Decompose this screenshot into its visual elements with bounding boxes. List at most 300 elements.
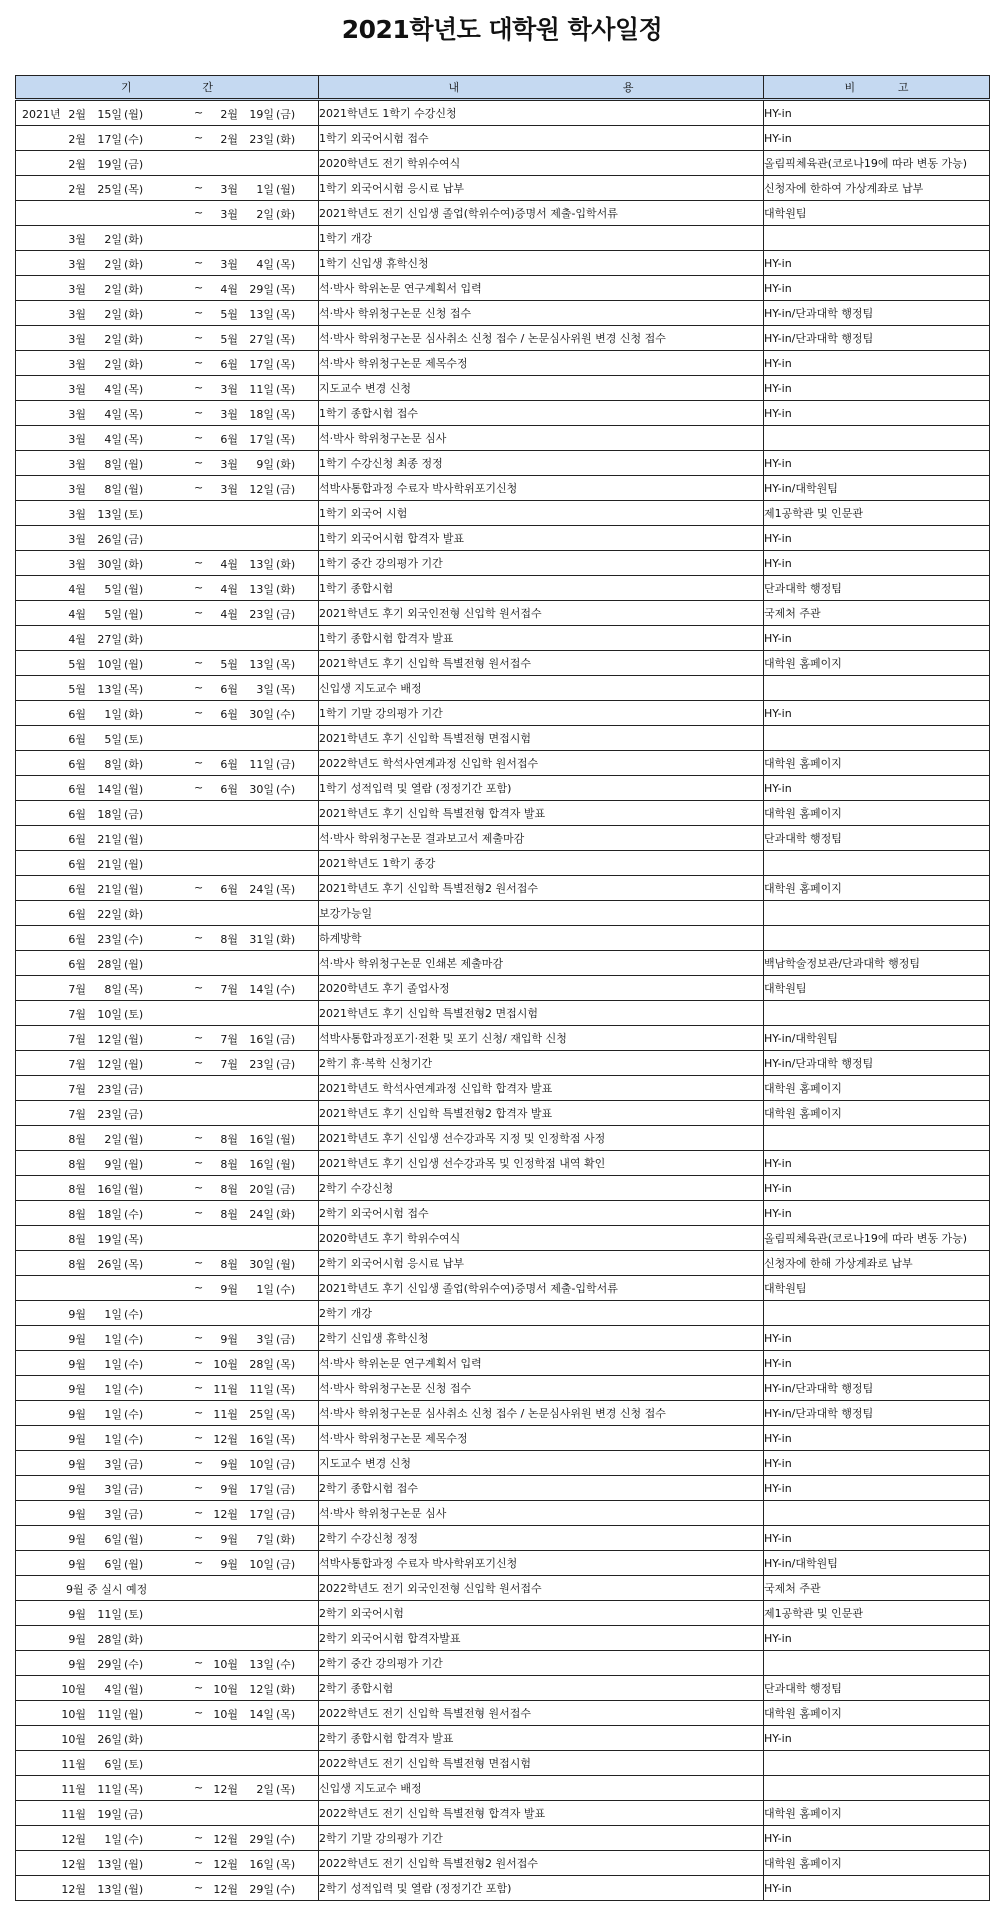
period-cell bbox=[16, 701, 319, 726]
start-day: 13일 bbox=[97, 508, 122, 521]
period-cell bbox=[16, 1076, 319, 1101]
period-cell bbox=[16, 551, 319, 576]
end-month: 3월 bbox=[220, 458, 238, 471]
start-day: 2일 bbox=[104, 308, 122, 321]
note-cell: HY-in bbox=[764, 1326, 990, 1351]
end-weekday: (금) bbox=[276, 1458, 296, 1471]
end-weekday: (목) bbox=[276, 258, 296, 271]
start-day: 13일 bbox=[97, 1858, 122, 1871]
start-day: 17일 bbox=[97, 133, 122, 146]
start-day: 8일 bbox=[104, 458, 122, 471]
content-cell: 석·박사 학위청구논문 심사취소 신청 접수 / 논문심사위원 변경 신청 접수 bbox=[319, 326, 764, 351]
period-cell bbox=[16, 1826, 319, 1851]
end-weekday: (금) bbox=[276, 1033, 296, 1046]
period-cell bbox=[16, 801, 319, 826]
start-day: 3일 bbox=[104, 1483, 122, 1496]
content-cell: 1학기 종합시험 bbox=[319, 576, 764, 601]
note-cell bbox=[764, 1776, 990, 1801]
note-cell: 대학원 홈페이지 bbox=[764, 751, 990, 776]
end-month: 7월 bbox=[220, 1058, 238, 1071]
start-month: 2월 bbox=[68, 108, 86, 121]
start-month: 9월 bbox=[68, 1408, 86, 1421]
end-day: 1일 bbox=[256, 183, 274, 196]
start-month: 6월 bbox=[68, 958, 86, 971]
start-month: 11월 bbox=[61, 1808, 86, 1821]
table-row bbox=[16, 751, 990, 776]
period-cell bbox=[16, 1551, 319, 1576]
end-day: 23일 bbox=[249, 1058, 274, 1071]
note-cell: HY-in bbox=[764, 126, 990, 151]
end-month: 12월 bbox=[213, 1833, 238, 1846]
table-row bbox=[16, 1376, 990, 1401]
note-cell: HY-in bbox=[764, 1151, 990, 1176]
end-weekday: (화) bbox=[276, 133, 296, 146]
start-month: 11월 bbox=[61, 1783, 86, 1796]
table-row bbox=[16, 1151, 990, 1176]
start-weekday: (수) bbox=[124, 1208, 144, 1221]
range-tilde: ~ bbox=[194, 931, 204, 944]
end-month: 6월 bbox=[220, 683, 238, 696]
start-day: 30일 bbox=[97, 558, 122, 571]
table-row bbox=[16, 701, 990, 726]
start-day: 19일 bbox=[97, 158, 122, 171]
table-row bbox=[16, 651, 990, 676]
period-cell bbox=[16, 351, 319, 376]
content-cell: 석·박사 학위청구논문 신청 접수 bbox=[319, 1376, 764, 1401]
start-weekday: (금) bbox=[124, 533, 144, 546]
start-month: 3월 bbox=[68, 258, 86, 271]
end-month: 3월 bbox=[220, 383, 238, 396]
start-weekday: (목) bbox=[124, 433, 144, 446]
period-cell bbox=[16, 676, 319, 701]
table-row bbox=[16, 1276, 990, 1301]
start-month: 12월 bbox=[61, 1883, 86, 1896]
end-day: 7일 bbox=[256, 1533, 274, 1546]
start-day: 29일 bbox=[97, 1658, 122, 1671]
end-weekday: (화) bbox=[276, 933, 296, 946]
start-day: 2일 bbox=[104, 233, 122, 246]
start-month: 3월 bbox=[68, 408, 86, 421]
start-day: 19일 bbox=[97, 1808, 122, 1821]
range-tilde: ~ bbox=[194, 881, 204, 894]
start-day: 11일 bbox=[97, 1783, 122, 1796]
start-weekday: (월) bbox=[124, 1858, 144, 1871]
start-day: 27일 bbox=[97, 633, 122, 646]
note-cell: 신청자에 한하여 가상계좌로 납부 bbox=[764, 176, 990, 201]
table-row bbox=[16, 1826, 990, 1851]
table-row bbox=[16, 1451, 990, 1476]
start-weekday: (목) bbox=[124, 683, 144, 696]
end-month: 7월 bbox=[220, 1033, 238, 1046]
end-weekday: (목) bbox=[276, 283, 296, 296]
note-cell: 제1공학관 및 인문관 bbox=[764, 501, 990, 526]
end-month: 6월 bbox=[220, 758, 238, 771]
content-cell: 2학기 종합시험 접수 bbox=[319, 1476, 764, 1501]
note-cell: HY-in bbox=[764, 351, 990, 376]
period-cell bbox=[16, 826, 319, 851]
table-row bbox=[16, 126, 990, 151]
content-cell: 2학기 외국어시험 응시료 납부 bbox=[319, 1251, 764, 1276]
start-weekday: (금) bbox=[124, 1508, 144, 1521]
start-day: 22일 bbox=[97, 908, 122, 921]
period-cell bbox=[16, 1101, 319, 1126]
end-day: 20일 bbox=[249, 1183, 274, 1196]
start-month: 9월 bbox=[68, 1358, 86, 1371]
end-month: 2월 bbox=[220, 133, 238, 146]
note-cell: 제1공학관 및 인문관 bbox=[764, 1601, 990, 1626]
start-weekday: (목) bbox=[124, 383, 144, 396]
end-day: 4일 bbox=[256, 258, 274, 271]
end-day: 16일 bbox=[249, 1858, 274, 1871]
note-cell bbox=[764, 1651, 990, 1676]
start-month: 11월 bbox=[61, 1758, 86, 1771]
note-cell: 대학원 홈페이지 bbox=[764, 876, 990, 901]
period-cell bbox=[16, 1001, 319, 1026]
start-weekday: (월) bbox=[124, 1133, 144, 1146]
end-weekday: (금) bbox=[276, 1483, 296, 1496]
table-row bbox=[16, 1201, 990, 1226]
content-cell: 석·박사 학위청구논문 결과보고서 제출마감 bbox=[319, 826, 764, 851]
start-month: 9월 bbox=[68, 1658, 86, 1671]
start-month: 3월 bbox=[68, 483, 86, 496]
table-row bbox=[16, 226, 990, 251]
content-cell: 2021학년도 후기 외국인전형 신입학 원서접수 bbox=[319, 601, 764, 626]
period-cell bbox=[16, 1701, 319, 1726]
start-day: 21일 bbox=[97, 833, 122, 846]
start-month: 8월 bbox=[68, 1158, 86, 1171]
start-weekday: (금) bbox=[124, 1108, 144, 1121]
end-day: 17일 bbox=[249, 358, 274, 371]
range-tilde: ~ bbox=[194, 1156, 204, 1169]
period-cell bbox=[16, 1451, 319, 1476]
note-cell: 단과대학 행정팀 bbox=[764, 576, 990, 601]
start-weekday: (월) bbox=[124, 1033, 144, 1046]
start-month: 10월 bbox=[61, 1733, 86, 1746]
end-weekday: (화) bbox=[276, 458, 296, 471]
header-note-char-2: 고 bbox=[897, 81, 909, 94]
content-cell: 2학기 기말 강의평가 기간 bbox=[319, 1826, 764, 1851]
period-cell bbox=[16, 1726, 319, 1751]
table-row bbox=[16, 851, 990, 876]
end-day: 28일 bbox=[249, 1358, 274, 1371]
note-cell: 대학원 홈페이지 bbox=[764, 801, 990, 826]
period-cell bbox=[16, 1601, 319, 1626]
end-month: 9월 bbox=[220, 1483, 238, 1496]
start-month: 12월 bbox=[61, 1858, 86, 1871]
start-weekday: (월) bbox=[124, 1183, 144, 1196]
end-month: 12월 bbox=[213, 1433, 238, 1446]
range-tilde: ~ bbox=[194, 1031, 204, 1044]
start-weekday: (월) bbox=[124, 858, 144, 871]
period-cell bbox=[16, 276, 319, 301]
table-row bbox=[16, 251, 990, 276]
period-cell bbox=[16, 526, 319, 551]
end-month: 6월 bbox=[220, 883, 238, 896]
content-cell: 2021학년도 후기 신입학 특별전형2 원서접수 bbox=[319, 876, 764, 901]
content-cell: 2021학년도 전기 신입생 졸업(학위수여)증명서 제출-입학서류 bbox=[319, 201, 764, 226]
range-tilde: ~ bbox=[194, 1356, 204, 1369]
end-day: 14일 bbox=[249, 983, 274, 996]
period-cell bbox=[16, 901, 319, 926]
period-cell bbox=[16, 1776, 319, 1801]
end-day: 31일 bbox=[249, 933, 274, 946]
start-day: 4일 bbox=[104, 408, 122, 421]
start-day: 1일 bbox=[104, 1383, 122, 1396]
end-day: 19일 bbox=[249, 108, 274, 121]
start-day: 16일 bbox=[97, 1183, 122, 1196]
range-tilde: ~ bbox=[194, 1456, 204, 1469]
end-weekday: (목) bbox=[276, 1858, 296, 1871]
header-content-char-2: 용 bbox=[622, 81, 634, 94]
note-cell: 대학원 홈페이지 bbox=[764, 651, 990, 676]
start-month: 9월 bbox=[68, 1483, 86, 1496]
start-day: 6일 bbox=[104, 1533, 122, 1546]
header-period-char-2: 간 bbox=[202, 81, 213, 94]
period-cell bbox=[16, 1151, 319, 1176]
table-row bbox=[16, 776, 990, 801]
note-cell: HY-in/단과대학 행정팀 bbox=[764, 1376, 990, 1401]
period-year: 2021년 bbox=[22, 108, 61, 121]
range-tilde: ~ bbox=[194, 1406, 204, 1419]
content-cell: 2022학년도 학석사연계과정 신입학 원서접수 bbox=[319, 751, 764, 776]
end-day: 24일 bbox=[249, 883, 274, 896]
start-weekday: (월) bbox=[124, 958, 144, 971]
note-cell: HY-in bbox=[764, 100, 990, 126]
content-cell: 1학기 기말 강의평가 기간 bbox=[319, 701, 764, 726]
start-day: 26일 bbox=[97, 533, 122, 546]
end-month: 7월 bbox=[220, 983, 238, 996]
period-cell bbox=[16, 1176, 319, 1201]
start-weekday: (수) bbox=[124, 933, 144, 946]
header-content-char-1: 내 bbox=[448, 81, 460, 94]
note-cell: HY-in bbox=[764, 1526, 990, 1551]
end-day: 17일 bbox=[249, 1508, 274, 1521]
content-cell: 2학기 중간 강의평가 기간 bbox=[319, 1651, 764, 1676]
table-row bbox=[16, 976, 990, 1001]
content-cell: 석박사통합과정포기·전환 및 포기 신청/ 재입학 신청 bbox=[319, 1026, 764, 1051]
start-weekday: (목) bbox=[124, 1783, 144, 1796]
period-cell bbox=[16, 1401, 319, 1426]
start-weekday: (목) bbox=[124, 983, 144, 996]
end-day: 11일 bbox=[249, 1383, 274, 1396]
range-tilde: ~ bbox=[194, 1831, 204, 1844]
header-note-char-1: 비 bbox=[844, 81, 856, 94]
range-tilde: ~ bbox=[194, 1881, 204, 1894]
start-day: 3일 bbox=[104, 1458, 122, 1471]
end-weekday: (목) bbox=[276, 658, 296, 671]
start-month: 7월 bbox=[68, 983, 86, 996]
start-month: 3월 bbox=[68, 458, 86, 471]
start-weekday: (수) bbox=[124, 1333, 144, 1346]
end-weekday: (수) bbox=[276, 1658, 296, 1671]
end-weekday: (금) bbox=[276, 608, 296, 621]
content-cell: 신입생 지도교수 배정 bbox=[319, 676, 764, 701]
end-weekday: (금) bbox=[276, 758, 296, 771]
note-cell: HY-in/대학원팀 bbox=[764, 1026, 990, 1051]
end-weekday: (수) bbox=[276, 1283, 296, 1296]
end-month: 3월 bbox=[220, 208, 238, 221]
range-tilde: ~ bbox=[194, 706, 204, 719]
period-cell bbox=[16, 1376, 319, 1401]
content-cell: 2021학년도 1학기 수강신청 bbox=[319, 100, 764, 126]
content-cell: 석·박사 학위논문 연구계획서 입력 bbox=[319, 276, 764, 301]
content-cell: 2022학년도 전기 신입학 특별전형2 원서접수 bbox=[319, 1851, 764, 1876]
table-row bbox=[16, 1576, 990, 1601]
start-day: 4일 bbox=[104, 433, 122, 446]
note-cell bbox=[764, 1501, 990, 1526]
content-cell: 2021학년도 후기 신입생 선수강과목 지정 및 인정학점 사정 bbox=[319, 1126, 764, 1151]
note-cell bbox=[764, 676, 990, 701]
table-row bbox=[16, 1501, 990, 1526]
range-tilde: ~ bbox=[194, 1531, 204, 1544]
start-month: 7월 bbox=[68, 1033, 86, 1046]
note-cell bbox=[764, 726, 990, 751]
start-weekday: (월) bbox=[124, 483, 144, 496]
start-day: 28일 bbox=[97, 958, 122, 971]
range-tilde: ~ bbox=[194, 206, 204, 219]
start-month: 6월 bbox=[68, 883, 86, 896]
start-month: 9월 bbox=[68, 1333, 86, 1346]
table-row bbox=[16, 476, 990, 501]
start-weekday: (목) bbox=[124, 1233, 144, 1246]
start-month: 9월 bbox=[68, 1433, 86, 1446]
note-cell: HY-in bbox=[764, 776, 990, 801]
end-weekday: (금) bbox=[276, 1558, 296, 1571]
table-row bbox=[16, 926, 990, 951]
start-month: 2월 bbox=[68, 183, 86, 196]
content-cell: 1학기 신입생 휴학신청 bbox=[319, 251, 764, 276]
range-tilde: ~ bbox=[194, 331, 204, 344]
note-cell: 신청자에 한해 가상계좌로 납부 bbox=[764, 1251, 990, 1276]
range-tilde: ~ bbox=[194, 356, 204, 369]
range-tilde: ~ bbox=[194, 1256, 204, 1269]
end-day: 2일 bbox=[256, 208, 274, 221]
note-cell: HY-in bbox=[764, 1876, 990, 1901]
end-weekday: (금) bbox=[276, 1058, 296, 1071]
table-row bbox=[16, 1351, 990, 1376]
content-cell: 2학기 종합시험 합격자 발표 bbox=[319, 1726, 764, 1751]
note-cell: HY-in bbox=[764, 1351, 990, 1376]
table-row bbox=[16, 1301, 990, 1326]
end-weekday: (금) bbox=[276, 108, 296, 121]
end-weekday: (월) bbox=[276, 1258, 296, 1271]
table-row bbox=[16, 201, 990, 226]
period-cell bbox=[16, 926, 319, 951]
start-weekday: (수) bbox=[124, 133, 144, 146]
start-month: 8월 bbox=[68, 1208, 86, 1221]
start-day: 18일 bbox=[97, 1208, 122, 1221]
start-month: 3월 bbox=[68, 433, 86, 446]
content-cell: 2학기 휴·복학 신청기간 bbox=[319, 1051, 764, 1076]
note-cell: HY-in bbox=[764, 551, 990, 576]
content-cell: 석·박사 학위청구논문 제목수정 bbox=[319, 351, 764, 376]
content-cell: 2021학년도 후기 신입생 졸업(학위수여)증명서 제출-입학서류 bbox=[319, 1276, 764, 1301]
note-cell: HY-in bbox=[764, 1476, 990, 1501]
end-month: 3월 bbox=[220, 258, 238, 271]
end-weekday: (수) bbox=[276, 1833, 296, 1846]
table-row bbox=[16, 601, 990, 626]
end-weekday: (수) bbox=[276, 1883, 296, 1896]
start-weekday: (토) bbox=[124, 508, 144, 521]
range-tilde: ~ bbox=[194, 406, 204, 419]
period-cell bbox=[16, 326, 319, 351]
start-day: 9일 bbox=[104, 1158, 122, 1171]
end-month: 8월 bbox=[220, 933, 238, 946]
start-day: 6일 bbox=[104, 1758, 122, 1771]
start-month: 2월 bbox=[68, 158, 86, 171]
end-weekday: (화) bbox=[276, 1208, 296, 1221]
note-cell bbox=[764, 426, 990, 451]
note-cell: HY-in bbox=[764, 1826, 990, 1851]
start-day: 28일 bbox=[97, 1633, 122, 1646]
end-month: 3월 bbox=[220, 408, 238, 421]
start-weekday: (수) bbox=[124, 1358, 144, 1371]
note-cell: HY-in/단과대학 행정팀 bbox=[764, 301, 990, 326]
page-title: 2021학년도 대학원 학사일정 bbox=[341, 15, 663, 44]
range-tilde: ~ bbox=[194, 756, 204, 769]
end-month: 5월 bbox=[220, 333, 238, 346]
period-cell bbox=[16, 1876, 319, 1901]
range-tilde: ~ bbox=[194, 781, 204, 794]
start-day: 26일 bbox=[97, 1258, 122, 1271]
end-month: 12월 bbox=[213, 1508, 238, 1521]
period-cell bbox=[16, 1501, 319, 1526]
range-tilde: ~ bbox=[194, 1706, 204, 1719]
start-month: 9월 bbox=[68, 1558, 86, 1571]
end-day: 13일 bbox=[249, 1658, 274, 1671]
note-cell bbox=[764, 851, 990, 876]
note-cell: HY-in bbox=[764, 276, 990, 301]
content-cell: 석·박사 학위청구논문 심사취소 신청 접수 / 논문심사위원 변경 신청 접수 bbox=[319, 1401, 764, 1426]
end-month: 9월 bbox=[220, 1333, 238, 1346]
note-cell: 대학원 홈페이지 bbox=[764, 1801, 990, 1826]
start-weekday: (화) bbox=[124, 308, 144, 321]
end-day: 29일 bbox=[249, 1883, 274, 1896]
content-cell: 2021학년도 후기 신입학 특별전형2 면접시험 bbox=[319, 1001, 764, 1026]
note-cell: HY-in bbox=[764, 401, 990, 426]
period-cell bbox=[16, 1576, 319, 1601]
start-month: 5월 bbox=[68, 683, 86, 696]
start-month: 8월 bbox=[68, 1133, 86, 1146]
header-note bbox=[764, 76, 990, 100]
start-month: 6월 bbox=[68, 758, 86, 771]
content-cell: 2022학년도 전기 신입학 특별전형 원서접수 bbox=[319, 1701, 764, 1726]
content-cell: 신입생 지도교수 배정 bbox=[319, 1776, 764, 1801]
start-day: 4일 bbox=[104, 1683, 122, 1696]
period-cell bbox=[16, 1851, 319, 1876]
note-cell: 단과대학 행정팀 bbox=[764, 1676, 990, 1701]
content-cell: 1학기 외국어시험 접수 bbox=[319, 126, 764, 151]
start-weekday: (화) bbox=[124, 233, 144, 246]
content-cell: 2022학년도 전기 신입학 특별전형 합격자 발표 bbox=[319, 1801, 764, 1826]
start-day: 26일 bbox=[97, 1733, 122, 1746]
start-weekday: (월) bbox=[124, 1533, 144, 1546]
start-weekday: (목) bbox=[124, 408, 144, 421]
content-cell: 2학기 외국어시험 접수 bbox=[319, 1201, 764, 1226]
end-day: 13일 bbox=[249, 308, 274, 321]
start-weekday: (화) bbox=[124, 908, 144, 921]
end-month: 11월 bbox=[213, 1408, 238, 1421]
start-day: 12일 bbox=[97, 1058, 122, 1071]
period-cell bbox=[16, 1476, 319, 1501]
content-cell: 2학기 종합시험 bbox=[319, 1676, 764, 1701]
start-month: 7월 bbox=[68, 1083, 86, 1096]
table-row bbox=[16, 1401, 990, 1426]
end-day: 3일 bbox=[256, 683, 274, 696]
range-tilde: ~ bbox=[194, 1556, 204, 1569]
period-cell bbox=[16, 651, 319, 676]
start-day: 14일 bbox=[97, 783, 122, 796]
